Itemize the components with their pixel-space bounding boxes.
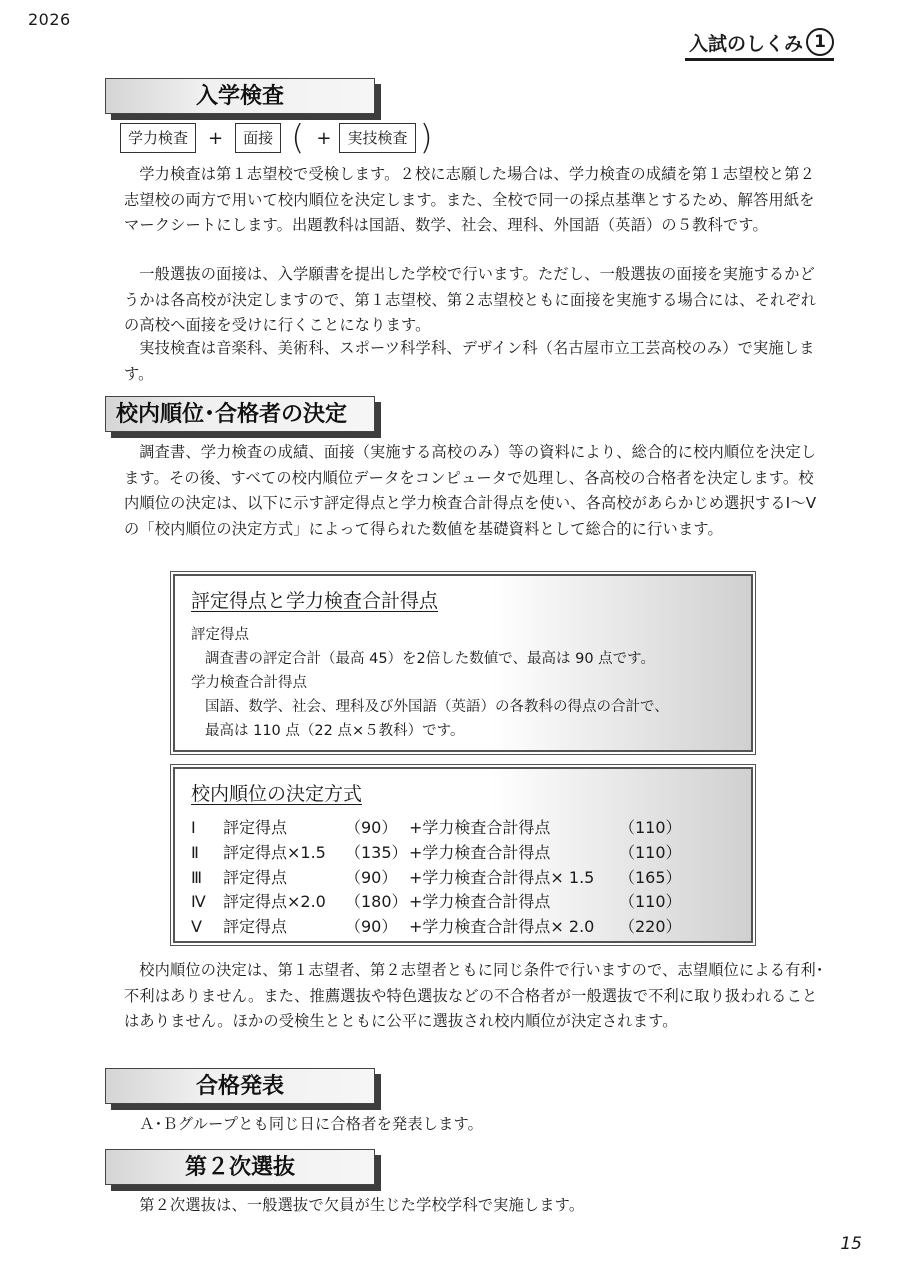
heading-entrance-exam: 入学検査 [105, 78, 375, 114]
method-eval-points: （90） [345, 818, 398, 837]
method-row [191, 866, 735, 891]
scores-box-title: 評定得点と学力検査合計得点 [191, 590, 439, 612]
page-number: 15 [840, 1234, 862, 1254]
method-test-points: （165） [619, 867, 682, 887]
heading-ranking: 校内順位･合格者の決定 [105, 396, 375, 432]
method-test-points: （220） [619, 917, 682, 937]
method-eval: 評定得点×2.0 [223, 892, 326, 912]
method-row [191, 915, 735, 940]
formula-paren-open: ( [291, 118, 305, 158]
method-test: +学力検査合計得点 [409, 842, 551, 862]
exam-paragraph-2: 一般選抜の面接は、入学願書を提出した学校で行います。ただし、一般選抜の面接を実施するかどうかは各高校が決定しますので、第１志望校、第２志望校ともに面接を実施する場合には、それぞれの高校へ面接を受けに行くことになります。 [124, 265, 817, 334]
method-eval-points: （90） [345, 867, 398, 887]
second-selection-paragraph: 第２次選抜は、一般選抜で欠員が生じた学校学科で実施します。 [139, 1196, 585, 1214]
evaluation-score-label: 評定得点 [191, 627, 249, 643]
method-row [191, 816, 735, 841]
ranking-after-paragraph: 校内順位の決定は、第１志望者、第２志望者ともに同じ条件で行いますので、志望順位による有利･不利はありません。また、推薦選抜や特色選抜などの不合格者が一般選抜で不利に取り扱われることはありません。ほかの受検生とともに公平に選抜され校内順位が決定されます。 [124, 961, 824, 1030]
test-score-text-line1: 国語、数学、社会、理科及び外国語（英語）の各教科の得点の合計で、 [205, 699, 669, 715]
method-box-title: 校内順位の決定方式 [191, 783, 363, 805]
method-box [173, 767, 753, 943]
method-numeral: Ⅳ [191, 892, 206, 912]
method-numeral: Ⅱ [191, 842, 199, 862]
formula-interview: 面接 [235, 123, 281, 153]
method-test-points: （110） [619, 842, 682, 862]
formula-academic-test: 学力検査 [120, 123, 196, 153]
method-eval-points: （90） [345, 917, 398, 937]
formula-practical-test: 実技検査 [339, 123, 415, 153]
method-row [191, 841, 735, 866]
method-table [191, 816, 735, 940]
year-label: 2026 [28, 10, 71, 29]
ranking-paragraph: 調査書、学力検査の成績、面接（実施する高校のみ）等の資料により、総合的に校内順位を決定します。その後、すべての校内順位データをコンピュータで処理し、各高校の合格者を決定します。校内順位の決定は、以下に示す評定得点と学力検査合計得点を使い、各高校があらかじめ選択するⅠ～Ⅴの「校内順位の決定方式」によって得られた数値を基礎資料として総合的に行います。 [124, 443, 817, 538]
test-score-text-line2: 最高は 110 点（22 点×５教科）です。 [205, 723, 465, 739]
method-eval-points: （180） [345, 892, 408, 912]
method-numeral: Ⅲ [191, 867, 203, 887]
method-test: +学力検査合計得点× 2.0 [409, 917, 595, 937]
method-numeral: Ⅰ [191, 818, 196, 837]
method-eval: 評定得点 [223, 917, 288, 937]
method-numeral: Ⅴ [191, 917, 202, 937]
heading-announcement: 合格発表 [105, 1068, 375, 1104]
exam-paragraph-1: 学力検査は第１志望校で受検します。２校に志願した場合は、学力検査の成績を第１志望校と第２志望校の両方で用いて校内順位を決定します。また、全校で同一の採点基準とするため、解答用紙をマークシートにします。出題教科は国語、数学、社会、理科、外国語（英語）の５教科です。 [124, 165, 816, 234]
formula-paren-close: ) [419, 118, 433, 158]
evaluation-score-text: 調査書の評定合計（最高 45）を2倍した数値で、最高は 90 点です。 [205, 651, 656, 667]
exam-paragraph-3: 実技検査は音楽科、美術科、スポーツ科学科、デザイン科（名古屋市立工芸高校のみ）で実施します。 [124, 339, 815, 383]
method-eval-points: （135） [345, 842, 408, 862]
method-test-points: （110） [619, 818, 682, 837]
section-label [685, 28, 834, 61]
method-row [191, 890, 735, 915]
exam-formula [120, 118, 437, 158]
method-test-points: （110） [619, 892, 682, 912]
method-eval: 評定得点×1.5 [223, 842, 326, 862]
scores-box [173, 574, 753, 752]
formula-plus: + [208, 127, 224, 149]
test-score-label: 学力検査合計得点 [191, 675, 307, 691]
method-eval: 評定得点 [223, 818, 288, 837]
formula-plus: + [316, 127, 332, 149]
method-eval: 評定得点 [223, 867, 288, 887]
announcement-paragraph: Ａ･Ｂグループとも同じ日に合格者を発表します。 [139, 1115, 484, 1133]
section-number-badge: 1 [806, 28, 834, 56]
method-test: +学力検査合計得点 [409, 818, 551, 837]
method-test: +学力検査合計得点 [409, 892, 551, 912]
method-test: +学力検査合計得点× 1.5 [409, 867, 595, 887]
heading-second-selection: 第２次選抜 [105, 1149, 375, 1185]
section-label-text: 入試のしくみ [688, 32, 803, 55]
